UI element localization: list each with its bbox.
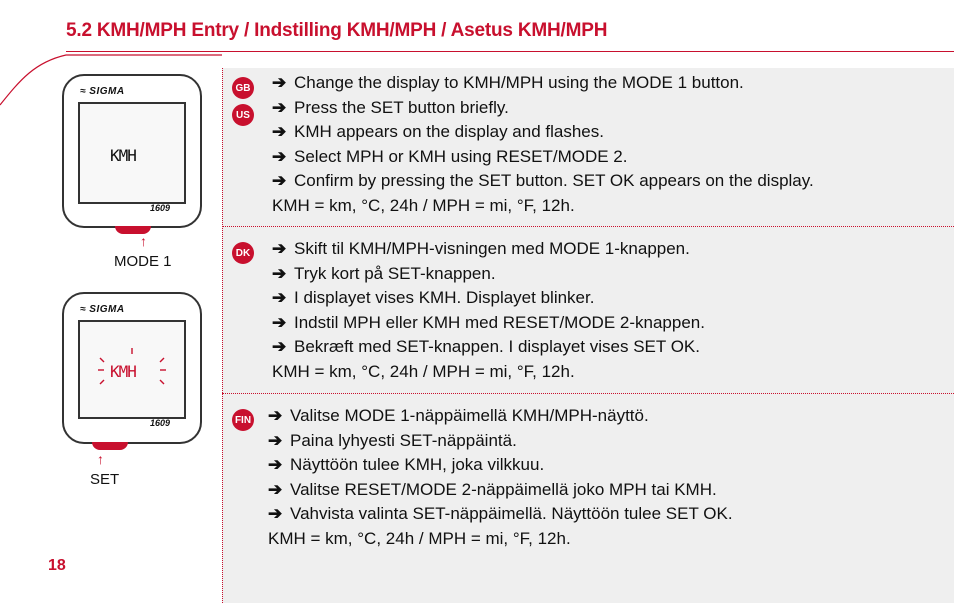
model-number: 1609	[150, 418, 171, 428]
instruction-step: ➔ Press the SET button briefly.	[272, 96, 814, 121]
device-screen	[78, 102, 186, 204]
arrow-up-icon: ↑	[140, 233, 147, 249]
arrow-icon: ➔	[272, 73, 287, 92]
arrow-up-icon: ↑	[97, 451, 104, 467]
page-number: 18	[48, 557, 66, 574]
arrow-icon: ➔	[272, 146, 287, 166]
display-text: KMH	[110, 146, 136, 165]
arrow-icon: ➔	[268, 455, 283, 474]
arrow-icon: ➔	[268, 406, 283, 425]
unit-note: KMH = km, °C, 24h / MPH = mi, °F, 12h.	[272, 195, 575, 215]
instruction-step: ➔ Näyttöön tulee KMH, joka vilkkuu.	[268, 453, 733, 478]
bike-computer-device	[62, 74, 202, 228]
lang-badge-fin: FIN	[232, 409, 254, 431]
arrow-icon: ➔	[272, 171, 287, 190]
arrow-icon: ➔	[268, 430, 283, 450]
instruction-step: ➔ Change the display to KMH/MPH using the MODE 1 button.	[272, 71, 814, 96]
lang-badge-gb: GB	[232, 77, 254, 99]
instruction-step: ➔ KMH appears on the display and flashes.	[272, 120, 814, 145]
lang-badge-dk: DK	[232, 242, 254, 264]
arrow-icon: ➔	[272, 263, 287, 283]
section-en	[272, 71, 814, 218]
section-divider	[222, 393, 954, 394]
arrow-icon: ➔	[272, 288, 287, 307]
page-title: 5.2 KMH/MPH Entry / Indstilling KMH/MPH / Asetus KMH/MPH	[66, 20, 608, 41]
arrow-icon: ➔	[272, 312, 287, 332]
section-divider	[222, 226, 954, 227]
model-number: 1609	[150, 203, 171, 213]
unit-note: KMH = km, °C, 24h / MPH = mi, °F, 12h.	[268, 528, 571, 548]
device-screen	[78, 320, 186, 419]
section-fin	[268, 404, 733, 551]
instruction-step: ➔ Confirm by pressing the SET button. SET OK appears on the display.	[272, 169, 814, 194]
bike-computer-device	[62, 292, 202, 444]
set-caption: SET	[90, 471, 120, 488]
section-dk	[272, 237, 705, 384]
instruction-step: ➔ Valitse MODE 1-näppäimellä KMH/MPH-näyttö.	[268, 404, 733, 429]
lang-badge-us: US	[232, 104, 254, 126]
instruction-step: ➔ I displayet vises KMH. Displayet blinker.	[272, 286, 705, 311]
instruction-step: ➔ Indstil MPH eller KMH med RESET/MODE 2-knappen.	[272, 311, 705, 336]
instruction-step: ➔ Paina lyhyesti SET-näppäintä.	[268, 429, 733, 454]
mode1-caption: MODE 1	[114, 253, 172, 270]
instruction-step: ➔ Skift til KMH/MPH-visningen med MODE 1-knappen.	[272, 237, 705, 262]
set-button[interactable]	[92, 442, 128, 450]
brand-logo: ≈ SIGMA	[80, 304, 125, 315]
arrow-icon: ➔	[272, 97, 287, 117]
instruction-step: ➔ Select MPH or KMH using RESET/MODE 2.	[272, 145, 814, 170]
unit-note: KMH = km, °C, 24h / MPH = mi, °F, 12h.	[272, 361, 575, 381]
instruction-step: ➔ Valitse RESET/MODE 2-näppäimellä joko MPH tai KMH.	[268, 478, 733, 503]
flash-indicator-icon	[80, 322, 184, 417]
instruction-step: ➔ Tryk kort på SET-knappen.	[272, 262, 705, 287]
brand-logo: ≈ SIGMA	[80, 86, 125, 97]
arrow-icon: ➔	[268, 504, 283, 523]
instruction-step: ➔ Bekræft med SET-knappen. I displayet vises SET OK.	[272, 335, 705, 360]
display-text-flashing: KMH	[110, 362, 136, 381]
arrow-icon: ➔	[272, 337, 287, 356]
arrow-icon: ➔	[268, 479, 283, 499]
instruction-step: ➔ Vahvista valinta SET-näppäimellä. Näyttöön tulee SET OK.	[268, 502, 733, 527]
arrow-icon: ➔	[272, 239, 287, 258]
arrow-icon: ➔	[272, 122, 287, 141]
